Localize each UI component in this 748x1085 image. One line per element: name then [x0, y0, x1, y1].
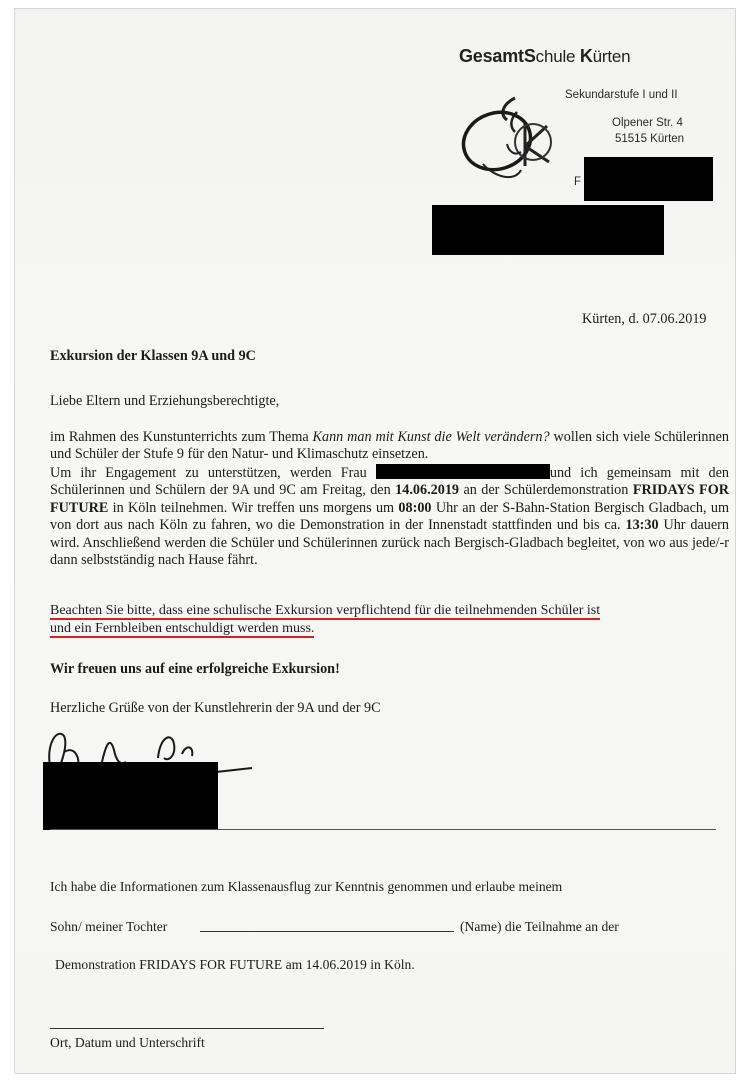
school-city: 51515 Kürten	[615, 133, 685, 145]
redaction-contact	[584, 157, 713, 201]
paragraph-details: Um ihr Engagement zu unterstützen, werden Frau und ich gemeinsam mit den Schülerinnen und Schülern der 9A und 9C am Freitag, den 14.06.2019 an der Schülerdemonstration FRIDAYS FOR FUTURE in Köln teilnehmen. Wir treffen uns morgens um 08:00 Uhr an der S-Bahn-Station Bergisch Gladbach, um von dort aus nach Köln zu fahren, wo die Demonstration in der Innenstadt stattfinden und bis ca. 13:30 Uhr dauern wird. Anschließend werden die Schüler und Schülerinnen zurück nach Bergisch-Gladbach begleitet, von wo aus jede/-r dann selbstständig nach Hause fährt.	[50, 465, 730, 569]
slip-line-3: Demonstration FRIDAYS FOR FUTURE am 14.06.2019 in Köln.	[55, 957, 415, 972]
letter-subject: Exkursion der Klassen 9A und 9C	[50, 348, 256, 364]
fax-label: F	[574, 176, 582, 188]
school-logo-icon	[455, 86, 575, 196]
redaction-contact-2	[432, 205, 664, 255]
greeting-line: Herzliche Grüße von der Kunstlehrerin der 9A und der 9C	[50, 700, 381, 716]
slip-line-2-label: Sohn/ meiner Tochter	[50, 919, 168, 934]
slip-line-2-suffix: (Name) die Teilnahme an der	[460, 919, 619, 934]
place-date: Kürten, d. 07.06.2019	[582, 311, 707, 327]
signature-field[interactable]	[50, 1028, 324, 1029]
closing-line: Wir freuen uns auf eine erfolgreiche Exkursion!	[50, 661, 340, 677]
signature-label: Ort, Datum und Unterschrift	[50, 1035, 205, 1050]
separator-line	[50, 829, 716, 830]
slip-line-1: Ich habe die Informationen zum Klassenausflug zur Kenntnis genommen und erlaube meinem	[50, 879, 563, 894]
paragraph-intro: im Rahmen des Kunstunterrichts zum Thema Kann man mit Kunst die Welt verändern? wollen sich viele Schülerinnen und Schüler der Stufe 9 für den Natur- und Klimaschutz einsetzen.	[50, 429, 729, 463]
notice-line-2: und ein Fernbleiben entschuldigt werden muss.	[50, 621, 315, 636]
school-level: Sekundarstufe I und II	[565, 89, 678, 101]
redaction-signature	[43, 762, 218, 830]
child-name-field[interactable]	[200, 931, 454, 932]
salutation: Liebe Eltern und Erziehungsberechtigte,	[50, 393, 280, 409]
redaction-name	[376, 464, 550, 479]
notice-line-1: Beachten Sie bitte, dass eine schulische Exkursion verpflichtend für die teilnehmenden Schüler ist	[50, 603, 601, 618]
school-name: GesamtSchule Kürten	[459, 46, 631, 66]
school-street: Olpener Str. 4	[612, 117, 683, 129]
